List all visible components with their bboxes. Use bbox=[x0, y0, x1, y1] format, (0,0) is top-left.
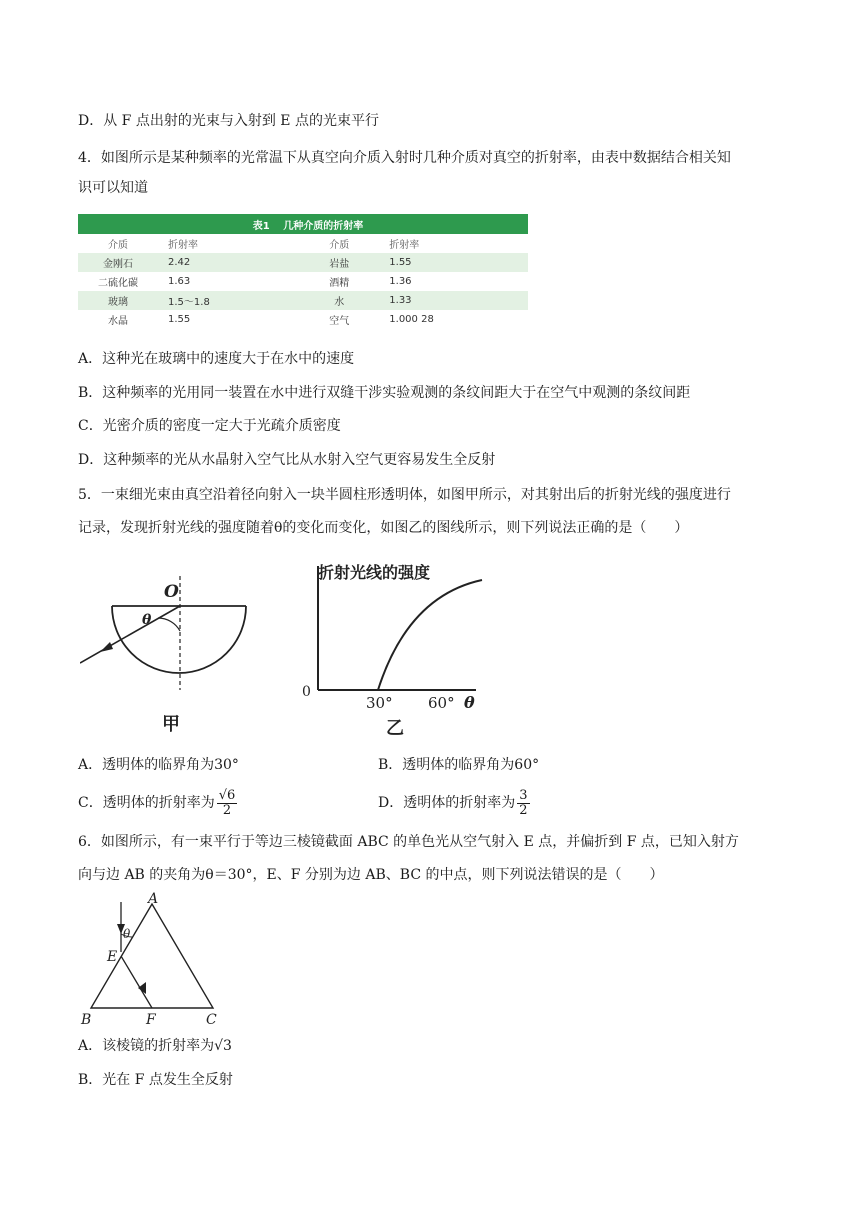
table-cell: 岩盐 bbox=[299, 253, 379, 272]
vertex-b-label: B bbox=[81, 1012, 92, 1028]
table-row bbox=[78, 253, 528, 272]
figure-yi-intensity-graph bbox=[298, 556, 488, 740]
table-cell: 金刚石 bbox=[78, 253, 158, 272]
table-header: 折射率 bbox=[158, 234, 299, 253]
table-row bbox=[78, 291, 528, 310]
q5c-text: C．透明体的折射率为 bbox=[78, 795, 215, 811]
fraction-sqrt6-over-2 bbox=[217, 789, 238, 818]
table-cell: 1.63 bbox=[158, 272, 299, 291]
caption-yi: 乙 bbox=[386, 718, 404, 739]
table-cell: 1.36 bbox=[379, 272, 528, 291]
table-cell: 1.5～1.8 bbox=[158, 291, 299, 310]
q6-stem-line2: 向与边 AB 的夹角为θ＝30°，E、F 分别为边 AB、BC 的中点，则下列说法错误的是（ ） bbox=[78, 867, 664, 883]
q5-option-d bbox=[378, 783, 532, 823]
q5d-text: D．透明体的折射率为 bbox=[378, 795, 516, 811]
table-cell: 1.33 bbox=[379, 291, 528, 310]
q4-stem-line1: 4．如图所示是某种频率的光常温下从真空向介质入射时几种介质对真空的折射率，由表中数据结合相关知 bbox=[78, 150, 731, 166]
figure-jia-semicircle bbox=[80, 570, 260, 740]
table-cell: 1.000 28 bbox=[379, 310, 528, 329]
table-row bbox=[78, 272, 528, 291]
point-e-label: E bbox=[107, 949, 118, 965]
point-f-label: F bbox=[146, 1012, 156, 1028]
axis-theta: θ bbox=[464, 693, 475, 712]
vertex-a-label: A bbox=[148, 891, 159, 907]
q6-option-a: A．该棱镜的折射率为√3 bbox=[78, 1038, 232, 1054]
table-cell: 水 bbox=[299, 291, 379, 310]
graph-title: 折射光线的强度 bbox=[318, 563, 431, 582]
q6-option-b: B．光在 F 点发生全反射 bbox=[78, 1072, 233, 1088]
fraction-3-over-2 bbox=[517, 789, 529, 818]
q4-option-b: B．这种频率的光用同一装置在水中进行双缝干涉实验观测的条纹间距大于在空气中观测的条纹间距 bbox=[78, 385, 691, 401]
table-row bbox=[78, 310, 528, 329]
angle-theta-label: θ bbox=[123, 927, 131, 941]
vertex-c-label: C bbox=[206, 1012, 217, 1028]
fraction-denominator: 2 bbox=[222, 802, 232, 818]
fraction-denominator: 2 bbox=[519, 802, 528, 818]
table-cell: 二硫化碳 bbox=[78, 272, 158, 291]
q4-stem-line2: 识可以知道 bbox=[78, 180, 148, 196]
table-cell: 1.55 bbox=[158, 310, 299, 329]
table-header: 介质 bbox=[78, 234, 158, 253]
label-theta: θ bbox=[142, 612, 152, 628]
figure-prism bbox=[76, 890, 226, 1030]
q5-option-c bbox=[78, 783, 239, 823]
caption-jia: 甲 bbox=[162, 714, 180, 735]
fraction-numerator: √6 bbox=[218, 787, 236, 803]
q3-option-d: D．从 F 点出射的光束与入射到 E 点的光束平行 bbox=[78, 113, 379, 129]
fraction-numerator: 3 bbox=[519, 787, 528, 803]
q5-option-b: B．透明体的临界角为60° bbox=[378, 757, 540, 773]
q5-stem-line2: 记录，发现折射光线的强度随着θ的变化而变化，如图乙的图线所示，则下列说法正确的是（ ） bbox=[78, 520, 689, 536]
origin-label: 0 bbox=[302, 684, 311, 700]
table-cell: 酒精 bbox=[299, 272, 379, 291]
q4-option-c: C．光密介质的密度一定大于光疏介质密度 bbox=[78, 418, 341, 434]
q5-option-a: A．透明体的临界角为30° bbox=[78, 757, 239, 773]
table-title: 表1 几种介质的折射率 bbox=[78, 214, 528, 234]
tick-30: 30° bbox=[366, 694, 393, 712]
table-header: 折射率 bbox=[379, 234, 528, 253]
table-header: 介质 bbox=[299, 234, 379, 253]
tick-60: 60° bbox=[428, 694, 455, 712]
table-cell: 水晶 bbox=[78, 310, 158, 329]
refractive-index-table bbox=[78, 214, 528, 329]
q4-option-d: D．这种频率的光从水晶射入空气比从水射入空气更容易发生全反射 bbox=[78, 452, 496, 468]
q4-option-a: A．这种光在玻璃中的速度大于在水中的速度 bbox=[78, 351, 355, 367]
q5-stem-line1: 5．一束细光束由真空沿着径向射入一块半圆柱形透明体，如图甲所示，对其射出后的折射光线的强度进行 bbox=[78, 487, 731, 503]
table-cell: 1.55 bbox=[379, 253, 528, 272]
q6-stem-line1: 6．如图所示，有一束平行于等边三棱镜截面 ABC 的单色光从空气射入 E 点，并偏折到 F 点，已知入射方 bbox=[78, 834, 739, 850]
table-cell: 空气 bbox=[299, 310, 379, 329]
label-o: O bbox=[164, 582, 179, 602]
table-cell: 玻璃 bbox=[78, 291, 158, 310]
table-cell: 2.42 bbox=[158, 253, 299, 272]
